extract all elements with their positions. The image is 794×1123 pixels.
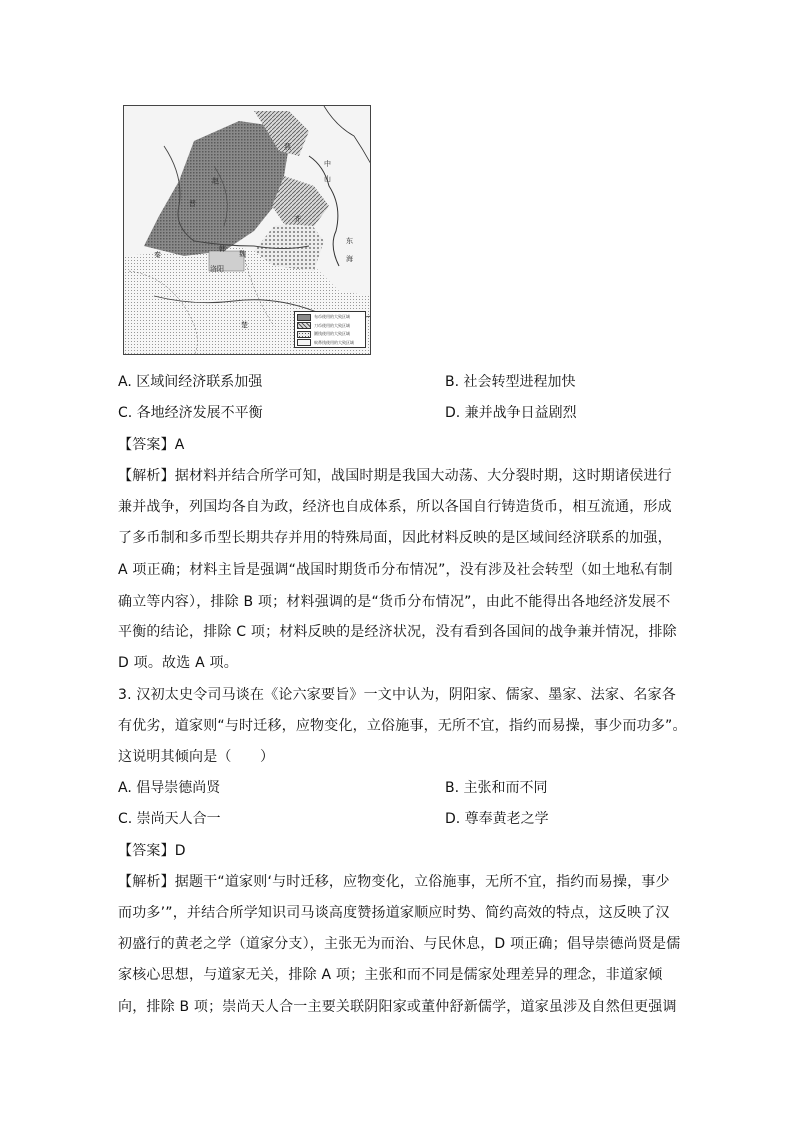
q2-analysis-line: A 项正确；材料主旨是强调“战国时期货币分布情况”，没有涉及社会转型（如土地私有制 (118, 562, 673, 578)
legend-swatch-hatch (297, 322, 311, 329)
map-label-qi: 齐 (294, 215, 301, 223)
currency-distribution-map (123, 105, 371, 355)
map-label-hai: 海 (346, 255, 353, 263)
q2-option-d: D. 兼并战争日益剧烈 (445, 405, 577, 421)
legend-label: 布币使用的大致区域 (314, 314, 350, 320)
map-label-yan: 燕 (284, 143, 291, 151)
q3-analysis-line: 初盛行的黄老之学（道家分支），主张无为而治、与民休息，D 项正确；倡导崇德尚贤是儒 (118, 936, 681, 952)
legend-item (297, 339, 363, 348)
q3-analysis-line: 【解析】据题干“道家则‘与时迁移，应物变化，立俗施事，无所不宜，指约而易操，事少 (118, 874, 670, 890)
q2-analysis-line: 确立等内容），排除 B 项；材料强调的是“货币分布情况”，由此不能得出各地经济发展不 (118, 594, 671, 610)
q3-option-d: D. 尊奉黄老之学 (445, 811, 549, 827)
legend-item (297, 313, 363, 322)
map-label-dong: 东 (346, 237, 353, 245)
q2-analysis-line: D 项。故选 A 项。 (118, 655, 238, 671)
q3-stem-line: 3. 汉初太史令司马谈在《论六家要旨》一文中认为，阴阳家、儒家、墨家、法家、名家各 (118, 687, 677, 703)
q3-option-a: A. 倡导崇德尚贤 (118, 780, 221, 796)
map-label-zhao: 赵 (212, 177, 219, 185)
q3-analysis-line: 家核心思想，与道家无关，排除 A 项；主张和而不同是儒家处理差异的理念，非道家倾 (118, 967, 663, 983)
q2-analysis-line: 【解析】据材料并结合所学可知，战国时期是我国大动荡、大分裂时期，这时期诸侯进行 (118, 468, 672, 484)
map-label-jin: 晋 (189, 200, 196, 208)
map-label-shan: 山 (324, 175, 331, 183)
map-label-luoyang: 洛阳 (210, 265, 224, 273)
q3-stem-line: 有优劣，道家则“与时迁移，应物变化，立俗施事，无所不宜，指约而易操，事少而功多”。 (118, 718, 687, 734)
q2-analysis-line: 了多币制和多币型长期共存并用的特殊局面，因此材料反映的是区域间经济联系的加强， (118, 530, 672, 546)
q2-analysis-line: 兼并战争，列国均各自为政，经济也自成体系，所以各国自行铸造货币，相互流通，形成 (118, 499, 672, 515)
q3-option-c: C. 崇尚天人合一 (118, 811, 221, 827)
map-label-zhong: 中 (324, 160, 331, 168)
legend-label: 刀币使用的大致区域 (314, 322, 350, 328)
map-legend (294, 311, 366, 348)
map-label-wei: 魏 (239, 250, 246, 258)
q2-option-c: C. 各地经济发展不平衡 (118, 405, 263, 421)
q2-analysis-line: 平衡的结论，排除 C 项；材料反映的是经济状况，没有看到各国间的战争兼并情况，排除 (118, 624, 677, 640)
map-label-han: 韩 (219, 245, 226, 253)
map-label-chu: 楚 (241, 321, 248, 329)
q2-option-a: A. 区域间经济联系加强 (118, 374, 263, 390)
q3-analysis-line: 而功多’”，并结合所学知识司马谈高度赞扬道家顺应时势、简约高效的特点，这反映了汉 (118, 905, 670, 921)
q3-option-b: B. 主张和而不同 (445, 780, 548, 796)
legend-swatch-dots (297, 331, 311, 338)
legend-item (297, 322, 363, 331)
legend-item (297, 330, 363, 339)
legend-label: 蚁鼻钱使用的大致区域 (314, 339, 354, 345)
legend-label: 圜钱使用的大致区域 (314, 331, 350, 337)
map-label-qin: 秦 (154, 251, 161, 259)
legend-swatch-fine (297, 339, 311, 346)
q2-option-b: B. 社会转型进程加快 (445, 374, 576, 390)
q3-analysis-line: 向，排除 B 项；崇尚天人合一主要关联阴阳家或董仲舒新儒学，道家虽涉及自然但更强调 (118, 999, 677, 1015)
q3-answer: 【答案】D (118, 843, 186, 859)
q2-answer: 【答案】A (118, 437, 185, 453)
q3-stem-line: 这说明其倾向是（ ） (118, 749, 275, 765)
legend-swatch-dense (297, 314, 311, 321)
